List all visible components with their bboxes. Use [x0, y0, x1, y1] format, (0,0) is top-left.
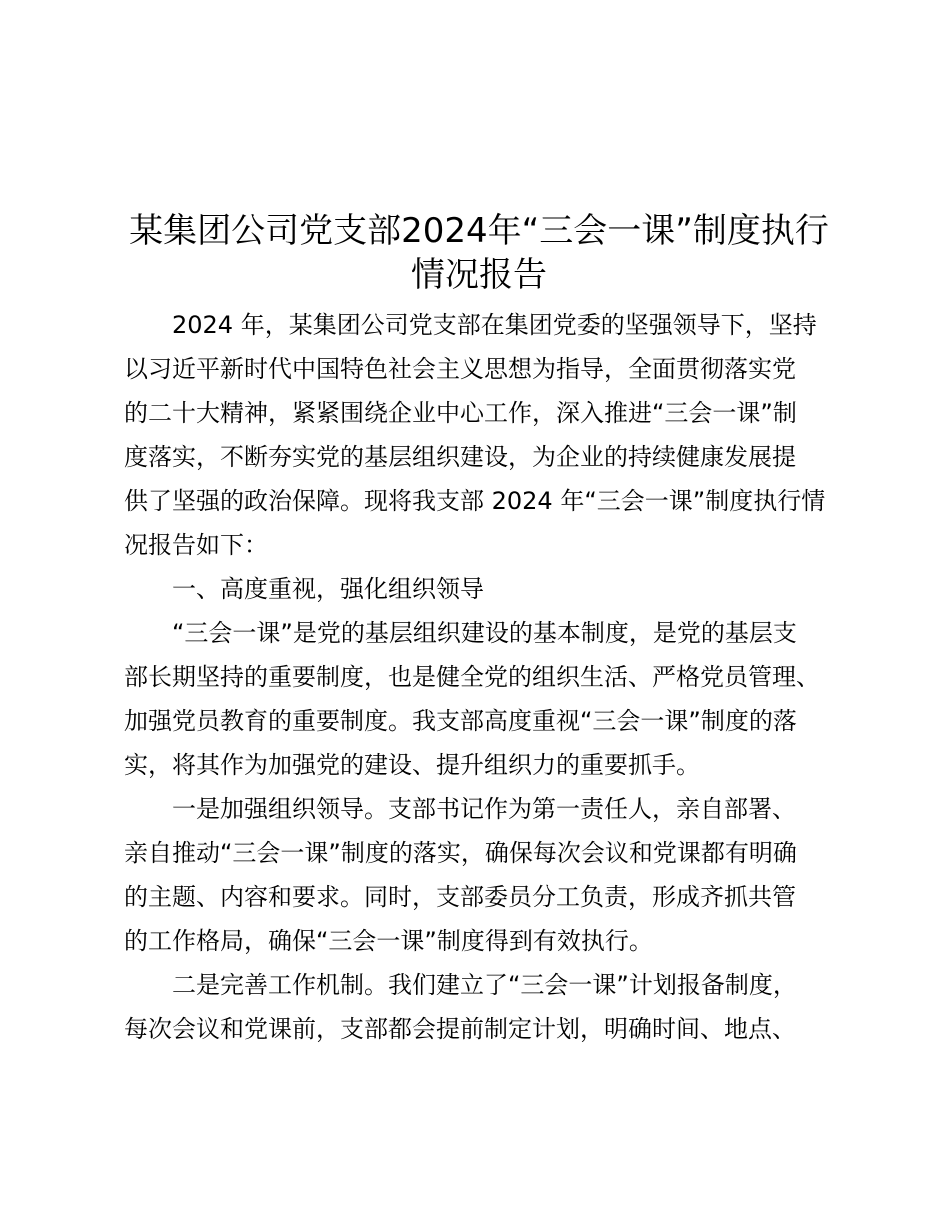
paragraph-intro-line: 以习近平新时代中国特色社会主义思想为指导，全面贯彻落实党 — [124, 355, 796, 383]
paragraph-line: 的工作格局，确保“三会一课”制度得到有效执行。 — [124, 927, 653, 955]
paragraph-line: 部长期坚持的重要制度，也是健全党的组织生活、严格党员管理、 — [124, 663, 820, 691]
document-body — [124, 303, 836, 1051]
paragraph-intro-line: 况报告如下： — [124, 531, 268, 559]
paragraph-line: 二是完善工作机制。我们建立了“三会一课”计划报备制度， — [172, 971, 797, 999]
paragraph-line: 每次会议和党课前，支部都会提前制定计划，明确时间、地点、 — [124, 1015, 796, 1043]
paragraph-intro-line: 供了坚强的政治保障。现将我支部 2024 年“三会一课”制度执行情 — [124, 487, 826, 515]
paragraph-intro-line: 2024 年，某集团公司党支部在集团党委的坚强领导下，坚持 — [172, 311, 817, 339]
paragraph-intro-line: 度落实，不断夯实党的基层组织建设，为企业的持续健康发展提 — [124, 443, 796, 471]
section-heading-1: 一、高度重视，强化组织领导 — [172, 575, 484, 603]
document-title-line-1: 某集团公司党支部2024年“三会一课”制度执行 — [129, 211, 829, 251]
document-title-line-2: 情况报告 — [411, 255, 547, 295]
paragraph-line: 实，将其作为加强党的建设、提升组织力的重要抓手。 — [124, 751, 700, 779]
paragraph-intro-line: 的二十大精神，紧紧围绕企业中心工作，深入推进“三会一课”制 — [124, 399, 797, 427]
paragraph-line: 一是加强组织领导。支部书记作为第一责任人，亲自部署、 — [172, 795, 796, 823]
paragraph-line: 加强党员教育的重要制度。我支部高度重视“三会一课”制度的落 — [124, 707, 797, 735]
paragraph-line: “三会一课”是党的基层组织建设的基本制度，是党的基层支 — [172, 619, 797, 647]
paragraph-line: 的主题、内容和要求。同时，支部委员分工负责，形成齐抓共管 — [124, 883, 796, 911]
paragraph-line: 亲自推动“三会一课”制度的落实，确保每次会议和党课都有明确 — [124, 839, 797, 867]
